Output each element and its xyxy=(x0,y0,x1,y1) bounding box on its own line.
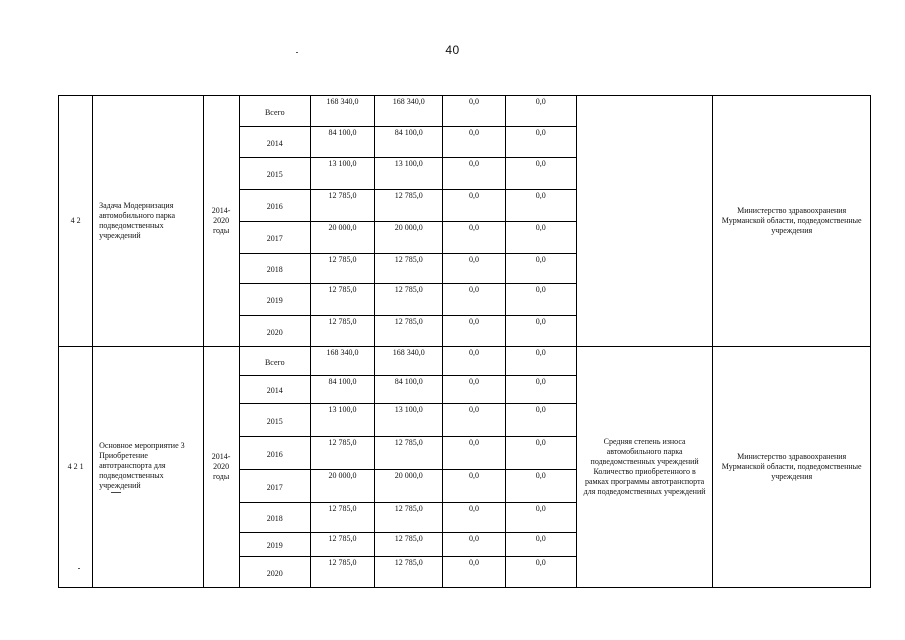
other-sources-value: 0,0 xyxy=(505,316,576,347)
indicator-cell: Средняя степень износа автомобильного парка подведомственных учреждений Количество приобретенного в рамках программы автотранспорта для подведомственных учреждений xyxy=(576,347,713,588)
regional-budget-value: 12 785,0 xyxy=(375,503,443,533)
federal-budget-value: 0,0 xyxy=(443,503,505,533)
regional-budget-value: 12 785,0 xyxy=(375,284,443,316)
other-sources-value: 0,0 xyxy=(505,284,576,316)
year-cell: 2017 xyxy=(239,470,310,503)
other-sources-value: 0,0 xyxy=(505,347,576,376)
regional-budget-value: 168 340,0 xyxy=(375,96,443,127)
total-value: 12 785,0 xyxy=(310,190,374,222)
scan-speck xyxy=(296,52,298,53)
federal-budget-value: 0,0 xyxy=(443,533,505,557)
indicator-cell xyxy=(576,96,713,347)
other-sources-value: 0,0 xyxy=(505,470,576,503)
other-sources-value: 0,0 xyxy=(505,404,576,437)
total-value: 12 785,0 xyxy=(310,533,374,557)
item-term xyxy=(203,347,239,588)
other-sources-value: 0,0 xyxy=(505,503,576,533)
term-line: 2020 xyxy=(213,216,230,225)
item-number: 4 2 xyxy=(59,96,93,347)
regional-budget-value: 12 785,0 xyxy=(375,437,443,470)
regional-budget-value: 84 100,0 xyxy=(375,127,443,158)
year-cell: Всего xyxy=(239,96,310,127)
year-cell: 2016 xyxy=(239,190,310,222)
year-cell: 2017 xyxy=(239,222,310,254)
other-sources-value: 0,0 xyxy=(505,557,576,588)
total-value: 12 785,0 xyxy=(310,437,374,470)
total-value: 13 100,0 xyxy=(310,404,374,437)
other-sources-value: 0,0 xyxy=(505,96,576,127)
year-cell: 2019 xyxy=(239,284,310,316)
table-body xyxy=(59,96,871,588)
total-value: 13 100,0 xyxy=(310,158,374,190)
year-cell: 2020 xyxy=(239,557,310,588)
item-name: Задача Модернизация автомобильного парка подведомственных учреждений xyxy=(93,96,203,347)
regional-budget-value: 12 785,0 xyxy=(375,557,443,588)
regional-budget-value: 13 100,0 xyxy=(375,404,443,437)
federal-budget-value: 0,0 xyxy=(443,316,505,347)
year-cell: 2015 xyxy=(239,158,310,190)
regional-budget-value: 12 785,0 xyxy=(375,533,443,557)
total-value: 12 785,0 xyxy=(310,254,374,284)
regional-budget-value: 12 785,0 xyxy=(375,190,443,222)
federal-budget-value: 0,0 xyxy=(443,470,505,503)
year-cell: 2014 xyxy=(239,376,310,404)
federal-budget-value: 0,0 xyxy=(443,557,505,588)
item-term xyxy=(203,96,239,347)
year-cell: 2018 xyxy=(239,254,310,284)
federal-budget-value: 0,0 xyxy=(443,284,505,316)
year-cell: 2014 xyxy=(239,127,310,158)
federal-budget-value: 0,0 xyxy=(443,96,505,127)
total-value: 12 785,0 xyxy=(310,557,374,588)
regional-budget-value: 12 785,0 xyxy=(375,316,443,347)
total-value: 168 340,0 xyxy=(310,347,374,376)
year-cell: 2015 xyxy=(239,404,310,437)
total-value: 20 000,0 xyxy=(310,470,374,503)
federal-budget-value: 0,0 xyxy=(443,404,505,437)
regional-budget-value: 168 340,0 xyxy=(375,347,443,376)
item-name: Основное мероприятие 3 Приобретение автотранспорта для подведомственных учреждений xyxy=(93,347,203,588)
term-line: 2014- xyxy=(211,206,231,215)
total-value: 12 785,0 xyxy=(310,284,374,316)
federal-budget-value: 0,0 xyxy=(443,190,505,222)
regional-budget-value: 13 100,0 xyxy=(375,158,443,190)
year-cell: 2019 xyxy=(239,533,310,557)
handwritten-tick xyxy=(111,492,121,493)
other-sources-value: 0,0 xyxy=(505,533,576,557)
federal-budget-value: 0,0 xyxy=(443,127,505,158)
year-cell: 2018 xyxy=(239,503,310,533)
total-value: 168 340,0 xyxy=(310,96,374,127)
federal-budget-value: 0,0 xyxy=(443,347,505,376)
term-line: 2014- xyxy=(211,452,231,461)
term-line: 2020 xyxy=(213,462,230,471)
federal-budget-value: 0,0 xyxy=(443,254,505,284)
other-sources-value: 0,0 xyxy=(505,376,576,404)
other-sources-value: 0,0 xyxy=(505,127,576,158)
table-row xyxy=(59,96,871,127)
regional-budget-value: 84 100,0 xyxy=(375,376,443,404)
other-sources-value: 0,0 xyxy=(505,254,576,284)
federal-budget-value: 0,0 xyxy=(443,158,505,190)
regional-budget-value: 20 000,0 xyxy=(375,470,443,503)
executor-cell: Министерство здравоохранения Мурманской области, подведомственные учреждения xyxy=(713,347,871,588)
total-value: 20 000,0 xyxy=(310,222,374,254)
page-number: 40 xyxy=(445,43,460,57)
federal-budget-value: 0,0 xyxy=(443,222,505,254)
other-sources-value: 0,0 xyxy=(505,437,576,470)
regional-budget-value: 20 000,0 xyxy=(375,222,443,254)
other-sources-value: 0,0 xyxy=(505,190,576,222)
year-cell: Всего xyxy=(239,347,310,376)
item-number: 4 2 1 xyxy=(59,347,93,588)
total-value: 12 785,0 xyxy=(310,503,374,533)
regional-budget-value: 12 785,0 xyxy=(375,254,443,284)
total-value: 84 100,0 xyxy=(310,376,374,404)
total-value: 12 785,0 xyxy=(310,316,374,347)
year-cell: 2020 xyxy=(239,316,310,347)
other-sources-value: 0,0 xyxy=(505,222,576,254)
term-line: годы xyxy=(212,472,230,481)
total-value: 84 100,0 xyxy=(310,127,374,158)
budget-table xyxy=(58,95,871,588)
year-cell: 2016 xyxy=(239,437,310,470)
other-sources-value: 0,0 xyxy=(505,158,576,190)
table-row xyxy=(59,347,871,376)
executor-cell: Министерство здравоохранения Мурманской области, подведомственные учреждения xyxy=(713,96,871,347)
term-line: годы xyxy=(212,226,230,235)
federal-budget-value: 0,0 xyxy=(443,376,505,404)
federal-budget-value: 0,0 xyxy=(443,437,505,470)
